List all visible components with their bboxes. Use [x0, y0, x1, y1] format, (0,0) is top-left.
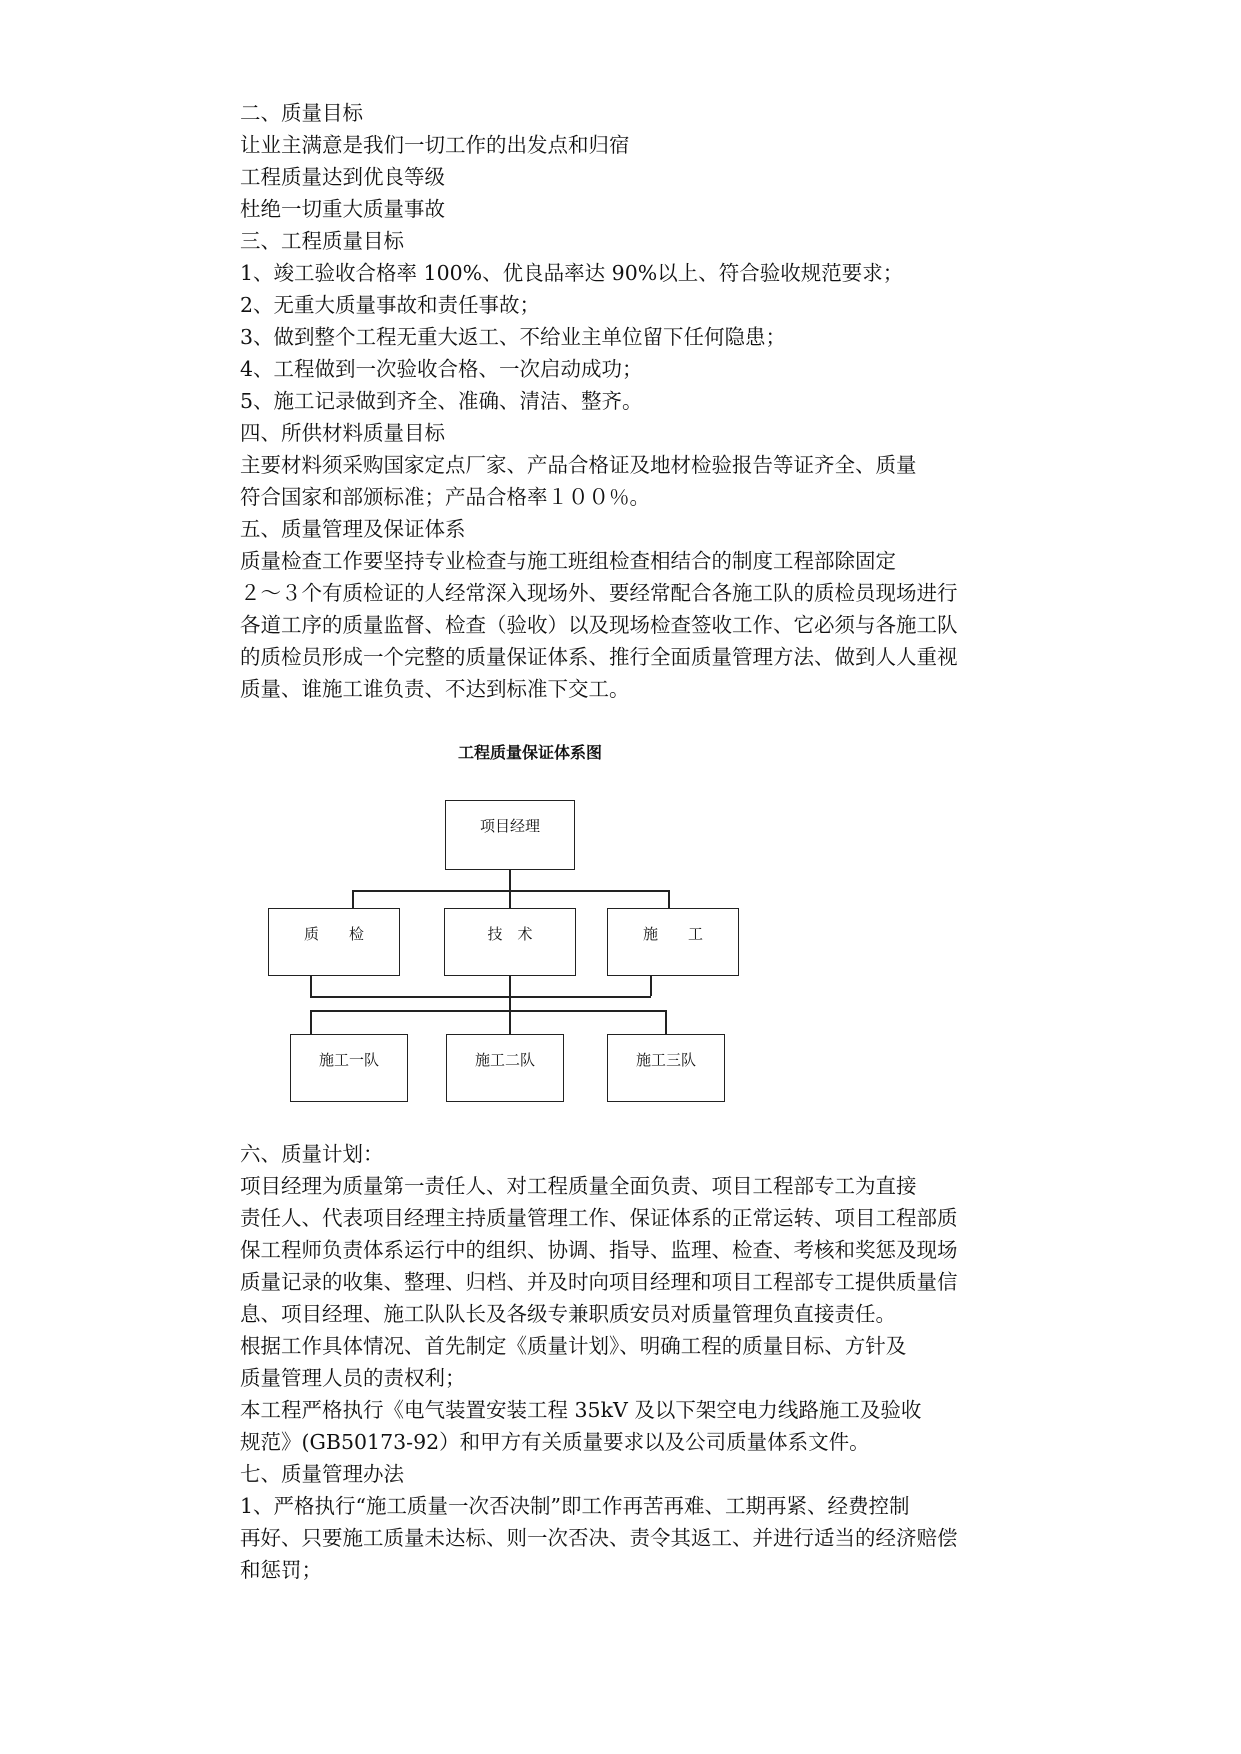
heading-quality-plan: 六、质量计划： — [240, 1142, 384, 1166]
connector-line — [509, 1010, 511, 1034]
heading-engineering-quality-goals: 三、工程质量目标 — [240, 229, 404, 253]
diagram-title: 工程质量保证体系图 — [457, 743, 602, 762]
connector-line — [668, 890, 670, 908]
node-team-1 — [290, 1034, 408, 1102]
list-item: 4、工程做到一次验收合格、一次启动成功； — [240, 357, 643, 381]
node-team-3 — [607, 1034, 725, 1102]
list-item: 5、施工记录做到齐全、准确、清洁、整齐。 — [240, 389, 643, 413]
list-item: 2、无重大质量事故和责任事故； — [240, 293, 541, 317]
quality-assurance-diagram — [250, 740, 810, 1130]
heading-quality-management-system: 五、质量管理及保证体系 — [240, 517, 466, 541]
list-item: 1、严格执行“施工质量一次否决制”即工作再苦再难、工期再紧、经费控制 — [240, 1494, 910, 1518]
connector-line — [310, 996, 651, 998]
node-label: 施工三队 — [635, 1051, 696, 1069]
node-label: 施工一队 — [318, 1051, 379, 1069]
text-line: 和惩罚； — [240, 1558, 322, 1582]
text-line: 主要材料须采购国家定点厂家、产品合格证及地材检验报告等证齐全、质量 — [240, 453, 917, 477]
list-item: 1、竣工验收合格率 100%、优良品率达 90%以上、符合验收规范要求； — [240, 261, 904, 285]
text-line: 质量、谁施工谁负责、不达到标准下交工。 — [240, 677, 630, 701]
text-line: 质量检查工作要坚持专业检查与施工班组检查相结合的制度工程部除固定 — [240, 549, 896, 573]
connector-line — [310, 976, 312, 996]
node-label: 质 检 — [303, 925, 364, 943]
text-line: 质量记录的收集、整理、归档、并及时向项目经理和项目工程部专工提供质量信 — [240, 1270, 958, 1294]
node-label: 施工二队 — [474, 1051, 535, 1069]
heading-quality-management-methods: 七、质量管理办法 — [240, 1462, 404, 1486]
text-line: 质量管理人员的责权利； — [240, 1366, 466, 1390]
node-construction — [607, 908, 739, 976]
text-line: 的质检员形成一个完整的质量保证体系、推行全面质量管理方法、做到人人重视 — [240, 645, 958, 669]
connector-line — [509, 996, 511, 1010]
node-label: 施 工 — [642, 925, 703, 943]
text-line: 工程质量达到优良等级 — [240, 165, 445, 189]
text-line: 责任人、代表项目经理主持质量管理工作、保证体系的正常运转、项目工程部质 — [240, 1206, 958, 1230]
list-item: 3、做到整个工程无重大返工、不给业主单位留下任何隐患； — [240, 325, 787, 349]
node-technical — [444, 908, 576, 976]
node-team-2 — [446, 1034, 564, 1102]
text-line: 项目经理为质量第一责任人、对工程质量全面负责、项目工程部专工为直接 — [240, 1174, 917, 1198]
node-project-manager — [445, 800, 575, 870]
connector-line — [509, 890, 511, 908]
text-line: 根据工作具体情况、首先制定《质量计划》、明确工程的质量目标、方针及 — [240, 1334, 907, 1358]
connector-line — [509, 976, 511, 996]
text-line: 保工程师负责体系运行中的组织、协调、指导、监理、检查、考核和奖惩及现场 — [240, 1238, 958, 1262]
text-line: 规范》(GB50173-92）和甲方有关质量要求以及公司质量体系文件。 — [240, 1430, 870, 1454]
text-line: 符合国家和部颁标准；产品合格率１００％。 — [240, 485, 650, 509]
node-quality-inspection — [268, 908, 400, 976]
heading-quality-goals: 二、质量目标 — [240, 101, 363, 125]
text-line: 息、项目经理、施工队队长及各级专兼职质安员对质量管理负直接责任。 — [240, 1302, 896, 1326]
text-line: 杜绝一切重大质量事故 — [240, 197, 445, 221]
node-label: 项目经理 — [479, 817, 540, 835]
connector-line — [650, 976, 652, 996]
heading-material-quality-goals: 四、所供材料质量目标 — [240, 421, 445, 445]
node-label: 技 术 — [487, 925, 533, 943]
connector-line — [310, 1010, 312, 1034]
connector-line — [665, 1010, 667, 1034]
text-line: 各道工序的质量监督、检查（验收）以及现场检查签收工作、它必须与各施工队 — [240, 613, 958, 637]
text-line: 再好、只要施工质量未达标、则一次否决、责令其返工、并进行适当的经济赔偿 — [240, 1526, 958, 1550]
text-line: 让业主满意是我们一切工作的出发点和归宿 — [240, 133, 630, 157]
connector-line — [352, 890, 354, 908]
connector-line — [310, 1010, 666, 1012]
text-line: ２～３个有质检证的人经常深入现场外、要经常配合各施工队的质检员现场进行 — [240, 581, 958, 605]
connector-line — [509, 870, 511, 890]
text-line: 本工程严格执行《电气装置安装工程 35kV 及以下架空电力线路施工及验收 — [240, 1398, 922, 1422]
